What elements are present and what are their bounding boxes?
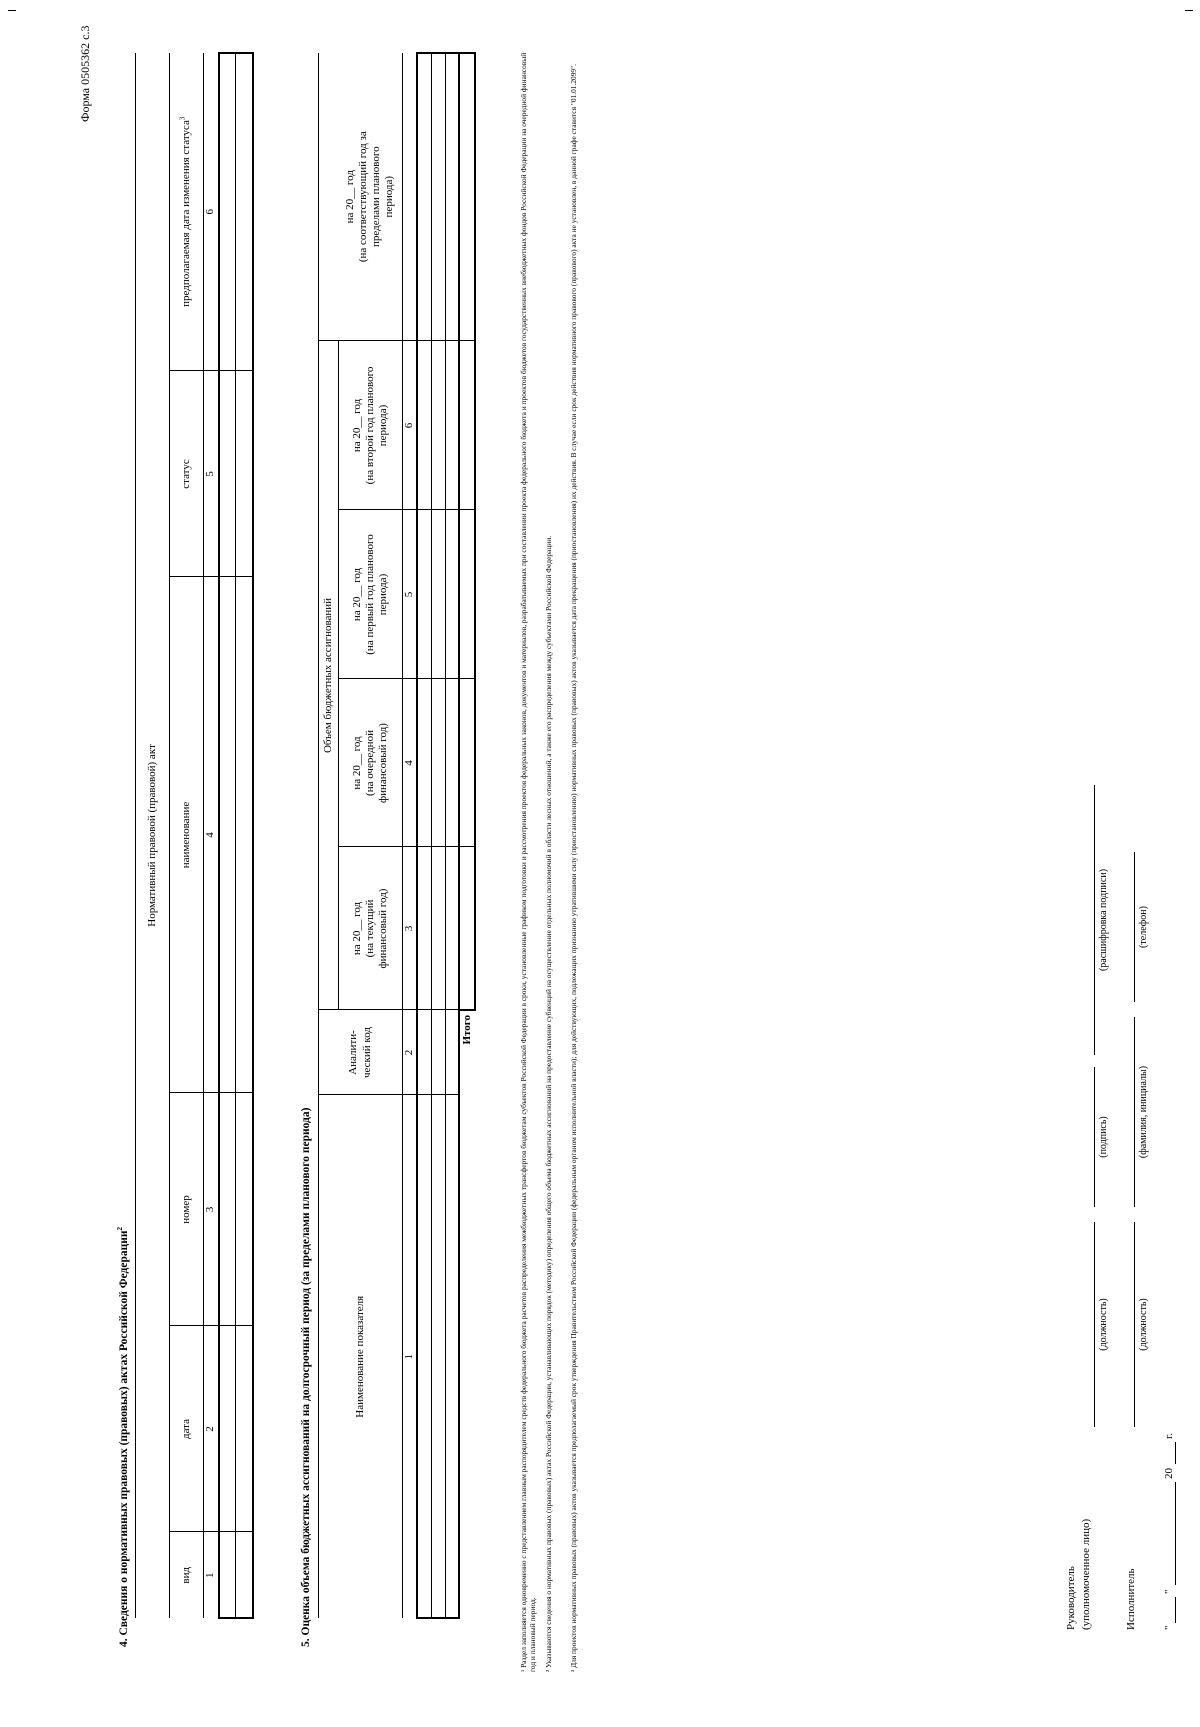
date-day-line[interactable] (1175, 1597, 1176, 1623)
s5-group-header: Объем бюджетных ассигнований (319, 341, 339, 1010)
s4-col-vid: вид (170, 1532, 204, 1618)
section-4-title-text: 4. Сведения о нормативных правовых (правовых) актах Российской Федерации (118, 1230, 130, 1647)
head-signature-line[interactable] (1094, 1067, 1095, 1207)
head-position-caption: (должность) (1098, 1298, 1109, 1351)
s5-total-cell[interactable] (459, 341, 475, 510)
s5-cell[interactable] (417, 341, 431, 510)
s4-cell[interactable] (236, 53, 253, 371)
executor-phone-line[interactable] (1134, 852, 1135, 1002)
head-signature-caption: (подпись) (1098, 1116, 1109, 1158)
s4-colnum-1: 1 (204, 1532, 219, 1618)
s5-col7-line4: периода) (383, 175, 396, 218)
s4-colnum-6: 6 (204, 53, 219, 371)
executor-label: Исполнитель (1125, 1568, 1137, 1630)
s5-cell[interactable] (417, 847, 431, 1010)
s4-colnum-4: 4 (204, 577, 219, 1093)
s5-col6-line1: на 20__ год (350, 398, 363, 453)
s5-cell[interactable] (445, 53, 459, 341)
executor-position-line[interactable] (1134, 1222, 1135, 1427)
s5-colnum-6: 6 (403, 341, 418, 510)
footnote-1: ¹ Раздел заполняется одновременно с представлением главным распорядителем средств федерального бюджета расчетов распределения межбюджетных трансфертов бюджетам субъектов Российской Федерации в сроки, установленные графиком подготовки и рассмотрения проектов федеральных законов, документов и материалов, разрабатываемых при составлении проекта федерального бюджета и проектов бюджетов государственных внебюджетных фондов Российской Федерации на очередной финансовый год и плановый период. (519, 52, 537, 1672)
s5-col6-line2: (на второй год планового (363, 366, 376, 485)
footnote-3: ³ Для проектов нормативных правовых (правовых) актов указывается предполагаемый срок утверждения Правительством Российской Федерации (федеральным органом исполнительной власти); для действующих, подлежащих признанию утратившими силу (приостановлению) нормативных правовых (правовых) актов указывается дата прекращения (приостановления) их действия. В случае если срок действия нормативного правового (правового) акта не установлен, в данной графе ставится "01.01.2099". (569, 64, 578, 1672)
s5-col7-line1: на 20__ год (343, 170, 356, 224)
s5-col4-line1: на 20__ год (350, 736, 363, 790)
s5-cell[interactable] (417, 1095, 431, 1618)
s4-col-name: наименование (170, 577, 204, 1093)
s5-cell[interactable] (445, 847, 459, 1010)
s4-cell[interactable] (236, 1093, 253, 1326)
s5-col7-top (319, 53, 339, 341)
s5-cell[interactable] (445, 1010, 459, 1095)
s4-cell[interactable] (219, 53, 236, 371)
s5-col6-header (339, 341, 403, 510)
s5-col5-line1: на 20__ год (350, 567, 363, 622)
s4-colnum-2: 2 (204, 1326, 219, 1532)
s5-total-spacer (459, 1095, 475, 1618)
section-4-table (135, 52, 254, 1619)
executor-position-caption: (должность) (1138, 1298, 1149, 1351)
s5-cell[interactable] (445, 510, 459, 679)
s4-col-change-date (170, 53, 204, 371)
s5-col4-line2: (на очередной (363, 730, 376, 796)
section-5-title: 5. Оценка объема бюджетных ассигнований на долгосрочный период (за пределами планового периода) (300, 1107, 312, 1647)
s5-total-cell[interactable] (459, 679, 475, 847)
footnote-2: ² Указываются сведения о нормативных правовых (правовых) актах Российской Федерации, устанавливающих порядок (методику) определения общего объема бюджетных ассигнований на предоставление субвенций на осуществление отдельных полномочий в области лесных отношений, а также его распределения между субъектами Российской Федерации. (544, 535, 553, 1672)
executor-phone-caption: (телефон) (1138, 906, 1149, 948)
s5-col3-line1: на 20__ год (350, 901, 363, 956)
s4-col-date: дата (170, 1326, 204, 1532)
section-4-title-sup: 2 (116, 1227, 125, 1231)
s5-colnum-1: 1 (403, 1095, 418, 1618)
s5-cell[interactable] (431, 510, 445, 679)
corner-mark (1185, 2, 1193, 11)
date-month-line[interactable] (1175, 1482, 1176, 1585)
s4-cell[interactable] (219, 1532, 236, 1618)
s5-total-cell[interactable] (459, 510, 475, 679)
s5-col4-header (339, 679, 403, 847)
date-year-line[interactable] (1175, 1442, 1176, 1464)
date-quote-close: " (1163, 1589, 1175, 1594)
s4-group-header: Нормативный правовой (правовой) акт (136, 53, 170, 1618)
s5-cell[interactable] (431, 341, 445, 510)
s5-col7-line2: (на соответствующий год за (357, 131, 370, 263)
s5-total-cell[interactable] (459, 847, 475, 1010)
s5-cell[interactable] (445, 1095, 459, 1618)
s4-col-status: статус (170, 371, 204, 577)
s5-col3-line3: финансовый год) (377, 888, 390, 969)
s4-cell[interactable] (219, 371, 236, 577)
s5-colnum-4: 4 (403, 679, 418, 847)
s5-cell[interactable] (417, 1010, 431, 1095)
s5-colnum-5: 5 (403, 510, 418, 679)
s5-colnum-7 (403, 53, 418, 341)
s5-col5-header (339, 510, 403, 679)
s5-col-name: Наименование показателя (319, 1095, 403, 1618)
s4-cell[interactable] (236, 1326, 253, 1532)
s5-col7-header (339, 53, 403, 341)
s4-cell[interactable] (236, 577, 253, 1093)
s5-cell[interactable] (417, 510, 431, 679)
s4-colnum-5: 5 (204, 371, 219, 577)
section-5-table (318, 52, 476, 1619)
s4-col-change-date-text: предполагаемая дата изменения статуса (179, 120, 192, 307)
s5-colnum-2: 2 (403, 1010, 418, 1095)
date-year-prefix: 20 (1163, 1468, 1175, 1479)
s5-col-code: Аналити-ческий код (319, 1010, 403, 1095)
s5-col6-line3: периода) (377, 404, 390, 447)
head-label-sub: (уполномоченное лицо) (1080, 1518, 1092, 1630)
s5-col3-header (339, 847, 403, 1010)
s5-col5-line3: периода) (377, 573, 390, 616)
s5-cell[interactable] (445, 679, 459, 847)
s5-cell[interactable] (417, 53, 431, 341)
s5-col4-line3: финансовый год) (377, 723, 390, 803)
s4-cell[interactable] (219, 1093, 236, 1326)
s5-colnum-3: 3 (403, 847, 418, 1010)
s5-cell[interactable] (431, 1095, 445, 1618)
s4-cell[interactable] (219, 1326, 236, 1532)
s4-col-number: номер (170, 1093, 204, 1326)
s5-cell[interactable] (431, 53, 445, 341)
s5-cell[interactable] (431, 1010, 445, 1095)
executor-name-line[interactable] (1134, 1017, 1135, 1207)
s5-total-cell[interactable] (459, 53, 475, 341)
head-name-caption: (расшифровка подписи) (1098, 868, 1109, 972)
s4-cell[interactable] (219, 577, 236, 1093)
date-quote-open: " (1163, 1625, 1175, 1630)
section-4-title (118, 1227, 130, 1647)
executor-name-caption: (фамилия, инициалы) (1138, 1065, 1149, 1159)
s5-total-label: Итого (459, 1010, 475, 1095)
s5-cell[interactable] (417, 679, 431, 847)
s5-cell[interactable] (431, 847, 445, 1010)
s4-colnum-3: 3 (204, 1093, 219, 1326)
s4-cell[interactable] (236, 371, 253, 577)
corner-mark (8, 2, 16, 11)
s4-col-change-date-sup: 3 (178, 116, 187, 121)
s5-col5-line2: (на первый год планового (363, 534, 376, 655)
head-label: Руководитель (1065, 1566, 1077, 1630)
s5-col7-line3: пределами планового (370, 146, 383, 247)
s5-cell[interactable] (445, 341, 459, 510)
s5-col3-line2: (на текущий (363, 899, 376, 958)
head-position-line[interactable] (1094, 1222, 1095, 1427)
s5-cell[interactable] (431, 679, 445, 847)
s4-cell[interactable] (236, 1532, 253, 1618)
head-name-line[interactable] (1094, 785, 1095, 1055)
form-code: Форма 0505362 с.3 (78, 25, 92, 122)
date-year-suffix: г. (1163, 1432, 1175, 1439)
